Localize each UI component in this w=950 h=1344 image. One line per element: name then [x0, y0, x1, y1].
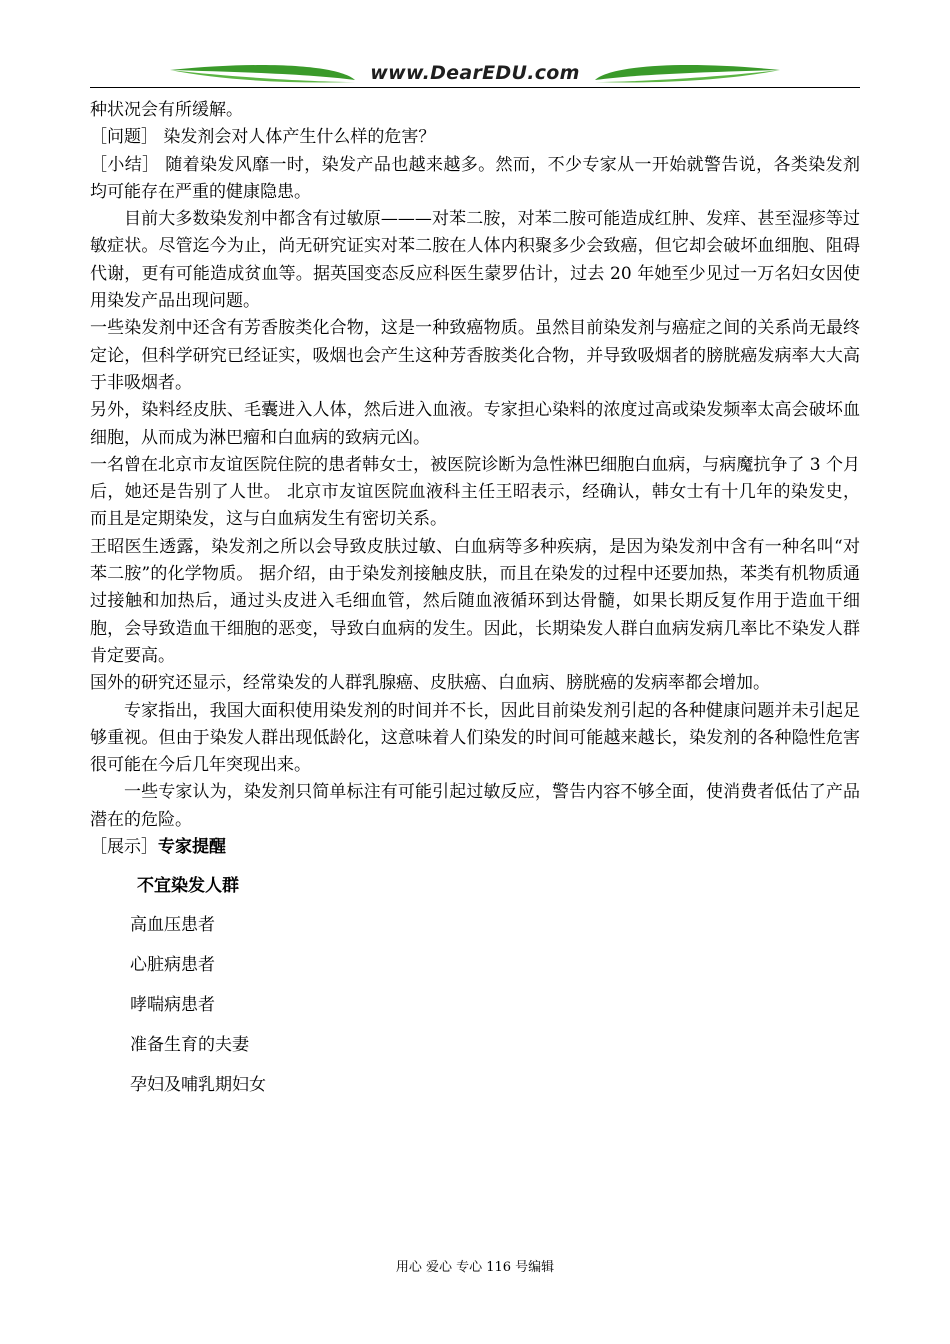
paragraph: 另外，染料经皮肤、毛囊进入人体，然后进入血液。专家担心染料的浓度过高或染发频率太高会破坏血细胞，从而成为淋巴瘤和白血病的致病元凶。 — [90, 400, 860, 448]
paragraph: 专家指出，我国大面积使用染发剂的时间并不长，因此目前染发剂引起的各种健康问题并未引起足够重视。但由于染发人群出现低龄化，这意味着人们染发的时间可能越来越长，染发剂的各种隐性危害很可能在今后几年突现出来。 — [90, 700, 860, 776]
paragraph: ［问题］ 染发剂会对人体产生什么样的危害？ — [90, 127, 436, 148]
list-item: 准备生育的夫妻 — [130, 1034, 249, 1055]
site-logo-text[interactable]: www.DearEDU.com — [370, 62, 580, 84]
page-footer: 用心 爱心 专心 116 号编辑 — [395, 1260, 555, 1275]
paragraph: 种状况会有所缓解。 — [90, 100, 243, 120]
header-divider — [90, 87, 860, 88]
paragraph: 一些染发剂中还含有芳香胺类化合物，这是一种致癌物质。虽然目前染发剂与癌症之间的关系尚无最终定论，但科学研究已经证实，吸烟也会产生这种芳香胺类化合物，并导致吸烟者的膀胱癌发病率大大高于非吸烟者。 — [90, 318, 860, 393]
paragraph: 一名曾在北京市友谊医院住院的患者韩女士，被医院诊断为急性淋巴细胞白血病，与病魔抗争了 3 个月后，她还是告别了人世。 北京市友谊医院血液科主任王昭表示，经确认，韩女士有十几年的染发史，而且是定期染发，这与白血病发生有密切关系。 — [90, 454, 860, 530]
section-title: 不宜染发人群 — [137, 876, 239, 897]
display-label: ［展示］ — [90, 837, 158, 858]
page-header — [90, 58, 860, 90]
list-item: 高血压患者 — [130, 914, 215, 935]
display-line — [90, 834, 860, 861]
list-item: 哮喘病患者 — [130, 994, 215, 1015]
paragraph: 王昭医生透露，染发剂之所以会导致皮肤过敏、白血病等多种疾病，是因为染发剂中含有一种名叫“对苯二胺”的化学物质。 据介绍，由于染发剂接触皮肤，而且在染发的过程中还要加热，苯类有机物质通过接触和加热后，通过头皮进入毛细血管，然后随血液循环到达骨髓，如果长期反复作用于造血干细胞，会导致造血干细胞的恶变，导致白血病的发生。因此，长期染发人群白血病发病几率比不染发人群肯定要高。 — [90, 536, 860, 666]
paragraph: 目前大多数染发剂中都含有过敏原———对苯二胺，对苯二胺可能造成红肿、发痒、甚至湿疹等过敏症状。尽管迄今为止，尚无研究证实对苯二胺在人体内积聚多少会致癌，但它却会破坏血细胞、阻碍代谢，更有可能造成贫血等。据英国变态反应科医生蒙罗估计，过去 20 年她至少见过一万名妇女因使用染发产品出现问题。 — [90, 209, 860, 312]
advice-list — [90, 905, 860, 1105]
paragraph: ［小结］ 随着染发风靡一时，染发产品也越来越多。然而，不少专家从一开始就警告说，各类染发剂均可能存在严重的健康隐患。 — [90, 154, 860, 202]
list-item: 孕妇及哺乳期妇女 — [130, 1074, 266, 1095]
paragraph: 国外的研究还显示，经常染发的人群乳腺癌、皮肤癌、白血病、膀胱癌的发病率都会增加。 — [90, 673, 770, 694]
list-item: 心脏病患者 — [130, 954, 215, 975]
display-title: 专家提醒 — [158, 837, 226, 858]
paragraph: 一些专家认为，染发剂只简单标注有可能引起过敏反应，警告内容不够全面，使消费者低估了产品潜在的危险。 — [90, 782, 860, 830]
document-body — [90, 97, 860, 1105]
